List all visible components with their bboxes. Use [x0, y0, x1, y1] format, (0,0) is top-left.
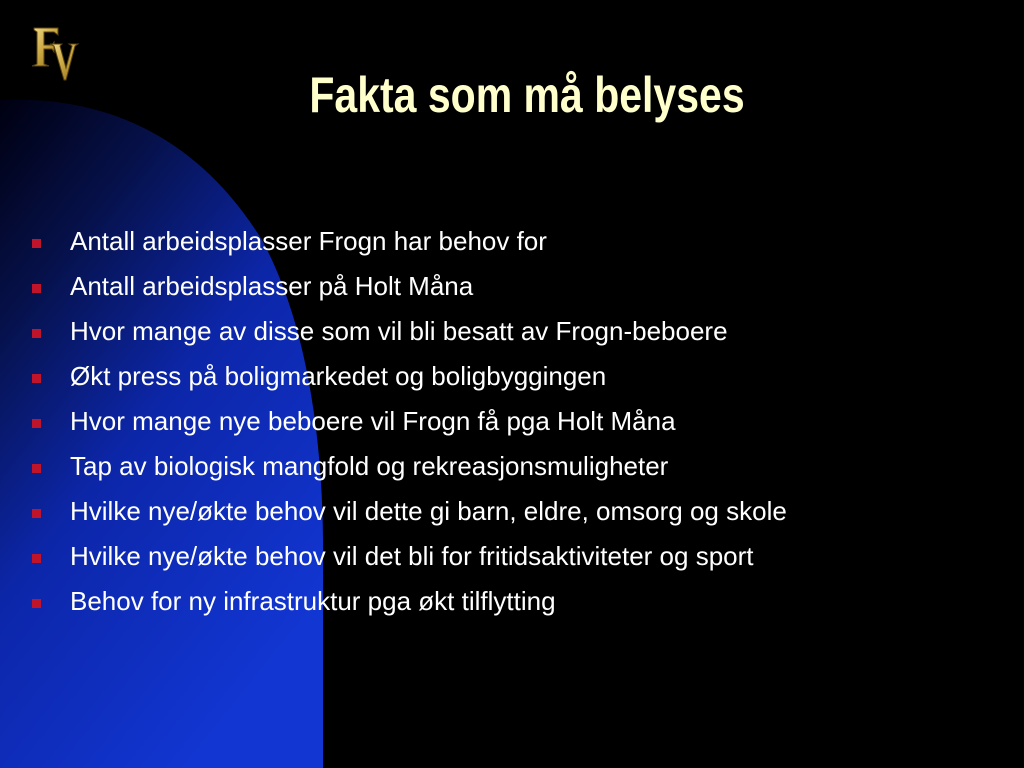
- bullet-text: Antall arbeidsplasser Frogn har behov for: [70, 226, 547, 256]
- bullet-square-icon: [32, 509, 41, 518]
- bullet-text: Tap av biologisk mangfold og rekreasjonsmuligheter: [70, 451, 669, 481]
- bullet-square-icon: [32, 419, 41, 428]
- list-item: [30, 399, 787, 444]
- bullet-square-icon: [32, 284, 41, 293]
- bullet-text: Antall arbeidsplasser på Holt Måna: [70, 271, 474, 301]
- bullet-square-icon: [32, 464, 41, 473]
- bullet-text: Hvor mange nye beboere vil Frogn få pga Holt Måna: [70, 406, 676, 436]
- list-item: [30, 219, 787, 264]
- bullet-square-icon: [32, 554, 41, 563]
- bullet-text: Hvor mange av disse som vil bli besatt av Frogn-beboere: [70, 316, 728, 346]
- list-item: [30, 309, 787, 354]
- fv-logo: [28, 22, 80, 82]
- list-item: [30, 354, 787, 399]
- slide-title: Fakta som må belyses: [309, 67, 745, 123]
- bullet-square-icon: [32, 239, 41, 248]
- bullet-square-icon: [32, 329, 41, 338]
- bullet-square-icon: [32, 599, 41, 608]
- bullet-text: Økt press på boligmarkedet og boligbyggingen: [70, 361, 607, 391]
- list-item: [30, 264, 787, 309]
- bullet-text: Behov for ny infrastruktur pga økt tilflytting: [70, 586, 556, 616]
- list-item: [30, 444, 787, 489]
- bullet-text: Hvilke nye/økte behov vil det bli for fritidsaktiviteter og sport: [70, 541, 754, 571]
- bullet-square-icon: [32, 374, 41, 383]
- list-item: [30, 534, 787, 579]
- list-item: [30, 579, 787, 624]
- bullet-text: Hvilke nye/økte behov vil dette gi barn, eldre, omsorg og skole: [70, 496, 787, 526]
- list-item: [30, 489, 787, 534]
- bullet-list: [30, 219, 787, 624]
